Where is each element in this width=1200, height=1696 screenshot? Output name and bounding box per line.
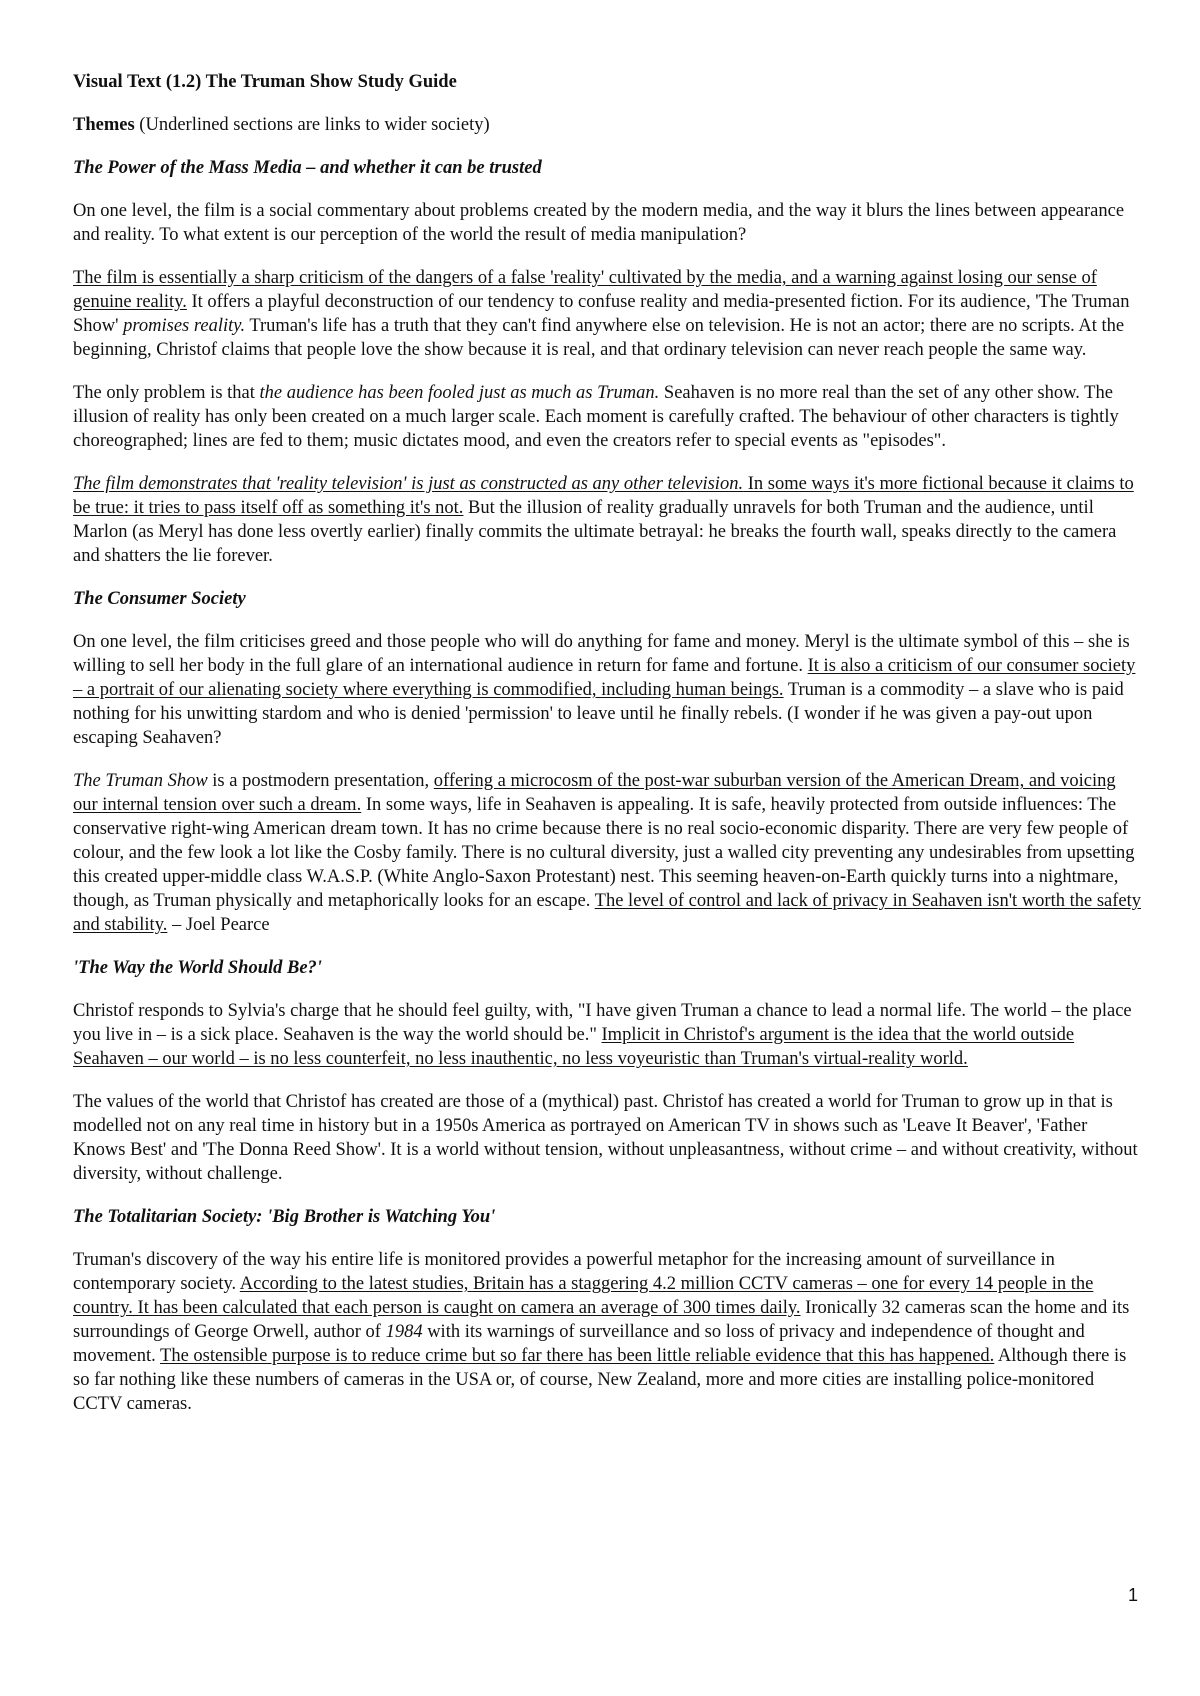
text-run: In some ways it's more fictional because it claims to be true: it tries to pass itself off as something it's not.	[73, 474, 1134, 518]
text-run: Truman's life has a truth that they can't find anywhere else on television. He is not an actor; there are no scripts. At the beginning, Christof claims that people love the show because it is real, and that ordinary television can never reach people the same way.	[73, 316, 1125, 360]
text-run: The only problem is that	[73, 383, 260, 403]
underlined-text: According to the latest studies, Britain has a staggering 4.2 million CCTV cameras – one for every 14 people in the country. It has been calculated that each person is caught on camera an average of 300 times daily.	[73, 1274, 1094, 1318]
paragraph	[73, 381, 1141, 453]
italic-text: promises reality.	[123, 316, 246, 336]
italic-text: the audience has been fooled just as much as Truman.	[259, 383, 660, 403]
paragraph	[73, 999, 1141, 1071]
text-run: Christof responds to Sylvia's charge that he should feel guilty, with, "I have given Truman a chance to lead a normal life. The world – the place you live in – is a sick place. Seahaven is the way the world should be."	[73, 1001, 1132, 1045]
underlined-text: Implicit in Christof's argument is the idea that the world outside Seahaven – our world – is no less counterfeit, no less inauthentic, no less voyeuristic than Truman's virtual-reality world.	[73, 1025, 1075, 1069]
paragraph: The values of the world that Christof has created are those of a (mythical) past. Christof has created a world for Truman to grow up in that is modelled not on any real time in history but in a 1950s America as portrayed on American TV in shows such as 'Leave It Beaver', 'Father Knows Best' and 'The Donna Reed Show'. It is a world without tension, without unpleasantness, without crime – and without creativity, without diversity, without challenge.	[73, 1092, 1138, 1184]
underlined-text: The ostensible purpose is to reduce crime but so far there has been little reliable evidence that this has happened.	[160, 1346, 995, 1366]
themes-line	[73, 113, 1141, 137]
text-run: On one level, the film criticises greed and those people who will do anything for fame and money. Meryl is the ultimate symbol of this – she is willing to sell her body in the full glare of an international audience in return for fame and fortune.	[73, 632, 1130, 676]
section-heading-consumer-society: The Consumer Society	[73, 589, 246, 609]
text-run: But the illusion of reality gradually unravels for both Truman and the audience, until Marlon (as Meryl has done less overtly earlier) finally commits the ultimate betrayal: he breaks the fourth wall, speaks directly to the camera and shatters the lie forever.	[73, 498, 1117, 566]
text-run: Seahaven is no more real than the set of any other show. The illusion of reality has only been created on a much larger scale. Each moment is carefully crafted. The behaviour of other characters is tightly choreographed; lines are fed to them; music dictates mood, and even the creators refer to special events as "episodes".	[73, 383, 1119, 451]
text-run: with its warnings of surveillance and so loss of privacy and independence of thought and movement.	[73, 1322, 1085, 1366]
underlined-text: The film is essentially a sharp criticism of the dangers of a false 'reality' cultivated by the media, and a warning against losing our sense of genuine reality.	[73, 268, 1097, 312]
themes-label: Themes	[73, 115, 135, 135]
paragraph	[73, 1248, 1141, 1416]
underlined-text: It is also a criticism of our consumer society – a portrait of our alienating society where everything is commodified, including human beings.	[73, 656, 1136, 700]
text-run: Ironically 32 cameras scan the home and its surroundings of George Orwell, author of	[73, 1298, 1130, 1342]
paragraph	[73, 472, 1141, 568]
document-title: Visual Text (1.2) The Truman Show Study Guide	[73, 72, 457, 92]
italic-text: 1984	[385, 1322, 423, 1342]
text-run: is a postmodern presentation,	[207, 771, 434, 791]
text-run: Although there is so far nothing like these numbers of cameras in the USA or, of course, New Zealand, more and more cities are installing police-monitored CCTV cameras.	[73, 1346, 1127, 1414]
page-number: 1	[1127, 1585, 1138, 1605]
underlined-text: The level of control and lack of privacy in Seahaven isn't worth the safety and stability.	[73, 891, 1141, 935]
text-run: Truman's discovery of the way his entire life is monitored provides a powerful metaphor for the increasing amount of surveillance in contemporary society.	[73, 1250, 1055, 1294]
italic-underlined-text: The film demonstrates that 'reality television' is just as constructed as any other television.	[73, 474, 744, 494]
paragraph	[73, 630, 1141, 750]
text-run: In some ways, life in Seahaven is appealing. It is safe, heavily protected from outside influences: The conservative right-wing American dream town. It has no crime because there is no real socio-economic disparity. There are very few people of colour, and the few look a lot like the Cosby family. There is no cultural diversity, just a walled city preventing any undesirables from upsetting this created upper-middle class W.A.S.P. (White Anglo-Saxon Protestant) nest. This seeming heaven-on-Earth quickly turns into a nightmare, though, as Truman physically and metaphorically looks for an escape.	[73, 795, 1135, 911]
section-heading-mass-media: The Power of the Mass Media – and whether it can be trusted	[73, 158, 542, 178]
themes-note: (Underlined sections are links to wider society)	[139, 115, 490, 135]
text-run: It offers a playful deconstruction of our tendency to confuse reality and media-presented fiction. For its audience, 'The Truman Show'	[73, 292, 1130, 336]
section-heading-totalitarian-society: The Totalitarian Society: 'Big Brother is Watching You'	[73, 1207, 496, 1227]
text-run: – Joel Pearce	[167, 915, 270, 935]
italic-text: The Truman Show	[73, 771, 208, 791]
document-body	[73, 70, 1141, 1435]
paragraph	[73, 769, 1141, 937]
paragraph	[73, 266, 1141, 362]
text-run: Truman is a commodity – a slave who is paid nothing for his unwitting stardom and who is denied 'permission' to leave until he finally rebels. (I wonder if he was given a pay-out upon escaping Seahaven?	[73, 680, 1124, 748]
paragraph: On one level, the film is a social commentary about problems created by the modern media, and the way it blurs the lines between appearance and reality. To what extent is our perception of the world the result of media manipulation?	[73, 201, 1125, 245]
underlined-text: offering a microcosm of the post-war suburban version of the American Dream, and voicing our internal tension over such a dream.	[73, 771, 1116, 815]
section-heading-world-should-be: 'The Way the World Should Be?'	[73, 958, 322, 978]
